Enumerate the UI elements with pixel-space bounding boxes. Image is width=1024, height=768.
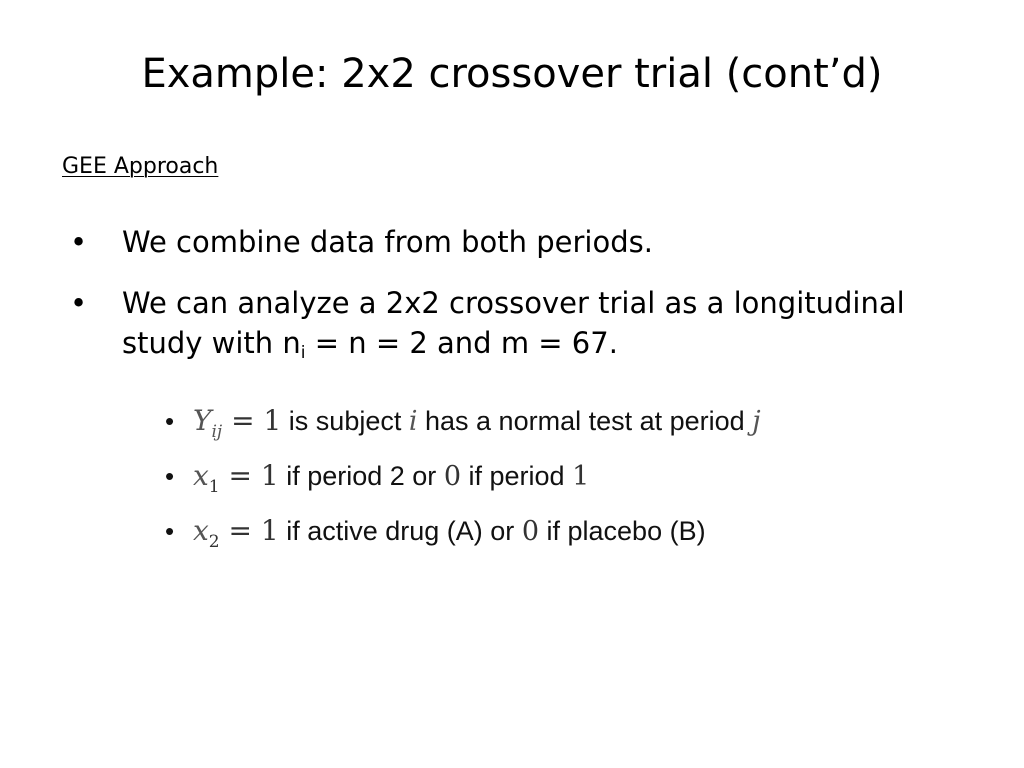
math-equals: =: [219, 459, 261, 492]
math-variable: x: [193, 514, 209, 547]
bullet-text-part: We can analyze a 2x2 crossover trial as a longitudinal study with n: [122, 286, 905, 360]
definition-text: if placebo (B): [539, 516, 706, 546]
definition-marker: •: [165, 406, 175, 436]
math-equals: =: [222, 404, 264, 437]
math-expression: [193, 404, 282, 442]
math-symbol: 1: [572, 461, 590, 492]
bullet-item: [70, 222, 970, 262]
math-subscript: 2: [208, 532, 220, 552]
bullet-subscript: i: [300, 343, 306, 363]
definition-text: if active drug (A) or: [278, 516, 522, 546]
slide-title: Example: 2x2 crossover trial (cont’d): [141, 51, 883, 97]
section-heading: GEE Approach: [62, 154, 219, 179]
math-symbol: i: [408, 406, 418, 437]
definition-list: [165, 401, 925, 566]
math-expression: [193, 514, 279, 552]
bullet-text-part: = n = 2 and m = 67.: [305, 326, 618, 360]
bullet-item: [70, 283, 970, 363]
definition-text: has a normal test at period: [417, 406, 753, 436]
bullet-marker: •: [70, 286, 88, 320]
math-expression: [193, 459, 279, 497]
math-subscript: ij: [211, 422, 223, 442]
math-symbol: 0: [443, 461, 461, 492]
math-symbol: 0: [521, 516, 539, 547]
math-value: 1: [260, 459, 279, 492]
definition-item: [165, 456, 925, 497]
bullet-text: We combine data from both periods.: [122, 225, 653, 259]
math-equals: =: [219, 514, 261, 547]
definition-marker: •: [165, 516, 175, 546]
bullet-marker: •: [70, 225, 88, 259]
math-variable: Y: [193, 404, 212, 437]
math-value: 1: [260, 514, 279, 547]
definition-marker: •: [165, 461, 175, 491]
math-subscript: 1: [208, 477, 220, 497]
definition-text: if period: [461, 461, 573, 491]
math-variable: x: [193, 459, 209, 492]
definition-item: [165, 401, 925, 442]
math-value: 1: [263, 404, 282, 437]
definition-text: is subject: [281, 406, 409, 436]
math-symbol: j: [752, 406, 761, 437]
definition-item: [165, 511, 925, 552]
definition-text: if period 2 or: [278, 461, 444, 491]
bullet-list: [70, 222, 970, 384]
